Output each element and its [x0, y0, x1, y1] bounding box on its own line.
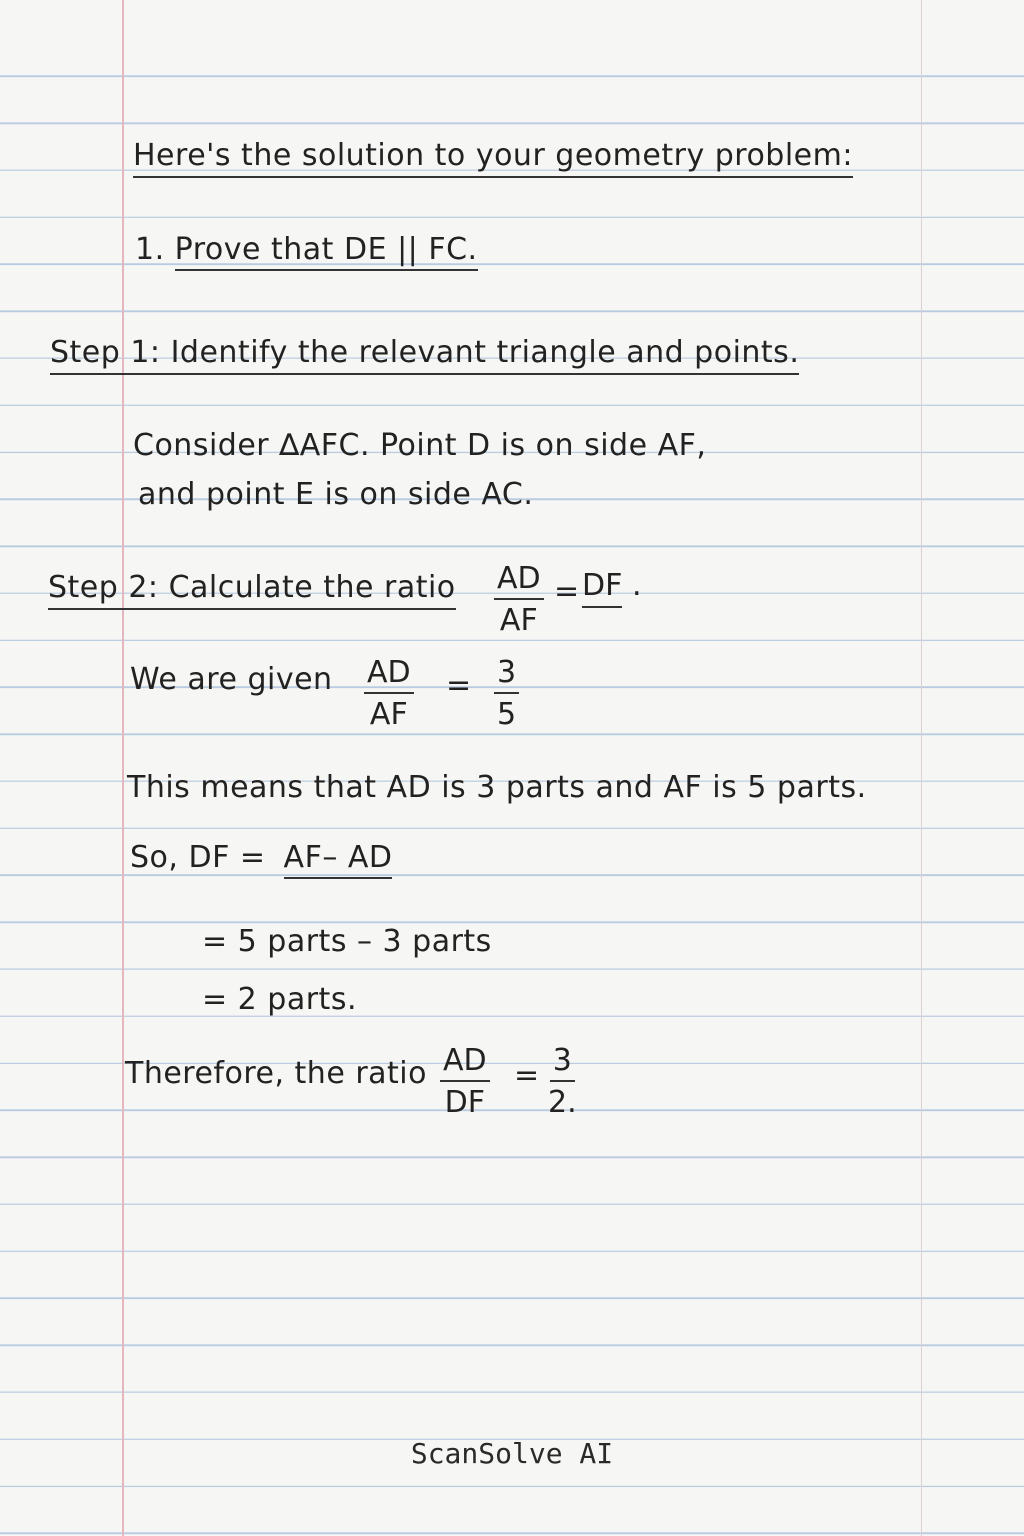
- given-label: We are given: [130, 662, 333, 697]
- therefore-denominator: DF: [444, 1085, 485, 1120]
- given-denominator: AF: [369, 697, 408, 732]
- means-line: This means that AD is 3 parts and AF is 5 parts.: [127, 770, 867, 805]
- step2-title: Step 2: Calculate the ratio: [48, 570, 456, 610]
- right-margin-line: [921, 0, 922, 1536]
- therefore-value-numerator: 3: [550, 1044, 575, 1082]
- therefore-label: Therefore, the ratio: [125, 1056, 427, 1091]
- given-value-numerator: 3: [494, 656, 519, 694]
- step2-ratio-denominator: AF: [499, 603, 538, 638]
- given-value-fraction: [494, 656, 519, 732]
- step2-ratio-equals: =: [554, 574, 580, 609]
- left-margin-line: [122, 0, 124, 1536]
- therefore-equals: =: [514, 1058, 540, 1093]
- step2-ratio-fraction: [494, 562, 544, 638]
- problem-number: 1.: [135, 232, 165, 267]
- step1-line1: Consider ∆AFC. Point D is on side AF,: [133, 428, 707, 463]
- so-expression: AF– AD: [284, 840, 393, 879]
- page-heading: Here's the solution to your geometry problem:: [133, 138, 853, 178]
- given-value-denominator: 5: [497, 697, 517, 732]
- step1-line2: and point E is on side AC.: [138, 477, 534, 512]
- so-line: [130, 840, 392, 876]
- footer-brand: ScanSolve AI: [410, 1437, 614, 1470]
- therefore-value-fraction: [548, 1044, 577, 1120]
- therefore-fraction: [440, 1044, 490, 1120]
- problem-text: Prove that DE || FC.: [175, 232, 478, 271]
- step2-ratio-rhs: DF: [582, 568, 622, 608]
- given-equals: =: [446, 668, 472, 703]
- calc-line-1: = 5 parts – 3 parts: [202, 924, 492, 959]
- problem-statement: [135, 232, 478, 268]
- therefore-value-denominator: 2.: [548, 1085, 577, 1120]
- therefore-numerator: AD: [440, 1044, 490, 1082]
- step2-ratio-numerator: AD: [494, 562, 544, 600]
- step1-title: Step 1: Identify the relevant triangle and points.: [50, 335, 799, 375]
- given-numerator: AD: [364, 656, 414, 694]
- calc-line-2: = 2 parts.: [202, 982, 357, 1017]
- step2-ratio-period: .: [632, 568, 642, 603]
- so-label: So, DF =: [130, 840, 266, 875]
- given-fraction: [364, 656, 414, 732]
